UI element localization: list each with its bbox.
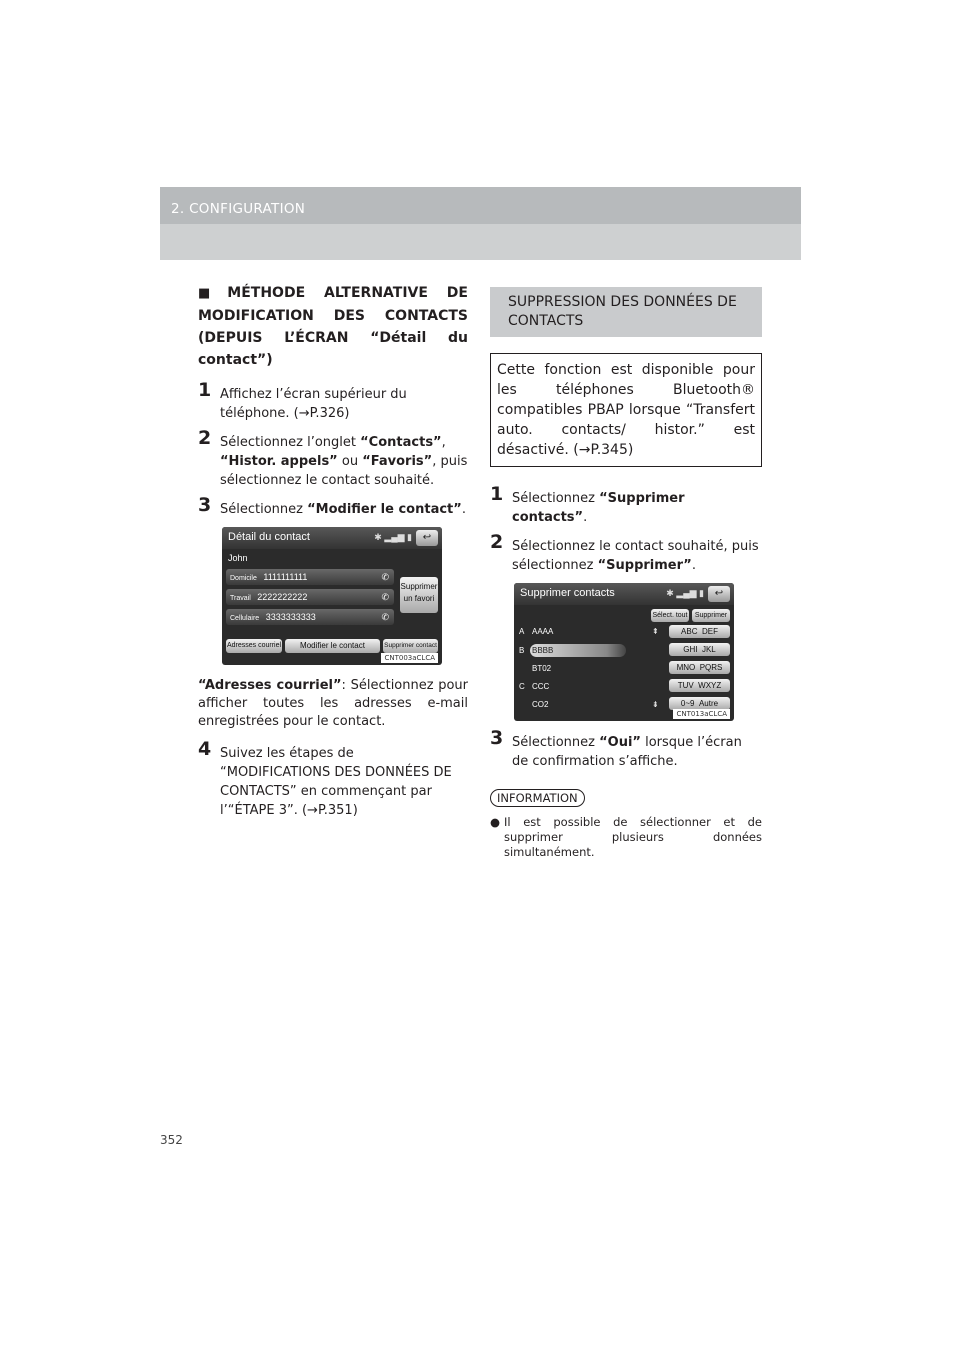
header-title: 2. CONFIGURATION [171, 201, 306, 217]
delete-contact-button[interactable]: Supprimer contact [383, 639, 438, 653]
bullet-dot-icon: ● [490, 815, 501, 829]
row-value: 3333333333 [265, 612, 316, 622]
square-bullet-icon: ■ [198, 286, 225, 301]
screen-title: Détail du contact [228, 531, 310, 543]
step-text: Sélectionnez [512, 491, 600, 506]
row-label: Cellulaire [230, 615, 260, 622]
step-text: , puis sélectionnez le contact souhaité. [220, 454, 468, 488]
contact-entry[interactable]: BT02 [532, 664, 552, 673]
step-number: 1 [490, 483, 504, 505]
delete-contacts-screenshot [514, 583, 734, 721]
step-text: Suivez les étapes de “MODIFICATIONS DES DONNÉES DE CONTACTS” en commençant par l’“ÉTAPE 3”. (→P.351) [220, 746, 452, 818]
step-text: ou [337, 454, 363, 469]
emails-text: : Sélectionnez pour afficher toutes les adresses e-mail enregistrées pour le contact. [198, 678, 469, 729]
information-label: INFORMATION [490, 789, 585, 807]
phone-row-mobile[interactable] [226, 609, 394, 625]
scroll-down-icon[interactable]: ⇟ [652, 700, 659, 709]
key-label: ABC [681, 627, 698, 636]
key-label: GHI [683, 645, 698, 654]
key-label: TUV [677, 681, 694, 690]
step-1 [198, 379, 468, 423]
step-bold: “Histor. appels” [220, 454, 338, 469]
image-code: CNT003aCLCA [381, 653, 438, 663]
information-body: Il est possible de sélectionner et de supprimer plusieurs données simultanément. [504, 815, 762, 859]
emails-label: “Adresses courriel” [198, 678, 342, 693]
contact-entry[interactable]: CO2 [532, 700, 549, 709]
step-2-delete [490, 531, 762, 575]
step-4 [198, 738, 468, 820]
contact-entry-selected[interactable]: BBBB [532, 646, 554, 655]
key-label: PQRS [699, 663, 723, 672]
scroll-up-icon[interactable]: ⇞ [652, 627, 659, 636]
step-bold: “Oui” [599, 735, 641, 750]
step-3-delete [490, 727, 762, 771]
key-mno-pqrs[interactable] [669, 661, 730, 674]
remove-favorite-button[interactable]: Supprimer un favori [400, 577, 438, 613]
step-3 [198, 494, 468, 519]
step-text: . [461, 502, 466, 517]
back-button[interactable]: ↩ [708, 586, 730, 602]
key-label: 0~9 [680, 699, 695, 708]
contact-detail-screenshot [222, 527, 442, 665]
step-text: Sélectionnez l’onglet [220, 435, 361, 450]
step-number: 3 [490, 727, 504, 749]
key-label: Autre [698, 699, 719, 708]
step-text: Sélectionnez le contact souhaité, puis sélectionnez [512, 539, 759, 573]
back-button[interactable]: ↩ [416, 530, 438, 546]
section-title-delete: SUPPRESSION DES DONNÉES DE CONTACTS [490, 287, 762, 337]
key-label: DEF [701, 627, 718, 636]
contact-entry[interactable]: CCC [532, 682, 550, 691]
row-value: 2222222222 [257, 592, 308, 602]
select-all-button[interactable]: Sélect. tout [651, 609, 689, 622]
step-number: 1 [198, 379, 212, 401]
key-ghi-jkl[interactable] [669, 643, 730, 656]
status-icons: ✱ ▂▄▆ ▮ [666, 588, 704, 598]
step-number: 4 [198, 738, 212, 760]
step-text: , [441, 435, 446, 450]
emails-description [198, 677, 468, 731]
page-header [160, 187, 801, 260]
right-column [490, 287, 762, 860]
phone-row-work[interactable] [226, 589, 394, 605]
row-label: Travail [230, 595, 251, 602]
step-text: lorsque l’écran de confirmation s’affiche. [512, 735, 742, 769]
step-bold: “Contacts” [360, 435, 442, 450]
step-1-delete [490, 483, 762, 527]
row-label: Domicile [230, 575, 257, 582]
page-number: 352 [160, 1133, 183, 1147]
email-addresses-button[interactable]: Adresses courriel [226, 639, 282, 653]
screen-title: Supprimer contacts [520, 587, 615, 599]
step-bold: “Modifier le contact” [307, 502, 462, 517]
step-text: . [691, 558, 696, 573]
section-title-text: MÉTHODE ALTERNATIVE DE MODIFICATION DES CONTACTS (DEPUIS L’ÉCRAN “Détail du contact”) [198, 285, 468, 368]
key-label: WXYZ [698, 681, 722, 690]
step-text: . [583, 510, 588, 525]
step-bold: “Supprimer” [597, 558, 692, 573]
step-text: Sélectionnez [220, 502, 308, 517]
availability-note: Cette fonction est disponible pour les téléphones Bluetooth® compatibles PBAP lorsque “Transfert auto. contacts/ histor.” est désactivé. (→P.345) [490, 353, 762, 467]
phone-icon: ✆ [381, 572, 389, 582]
step-bold: “Supprimer contacts” [512, 491, 685, 525]
step-number: 3 [198, 494, 212, 516]
step-bold: “Favoris” [362, 454, 433, 469]
information-text [490, 815, 762, 860]
row-value: 1111111111 [263, 572, 308, 582]
step-number: 2 [198, 427, 212, 449]
step-text: Affichez l’écran supérieur du téléphone. (→P.326) [220, 387, 407, 421]
phone-icon: ✆ [381, 592, 389, 602]
key-label: JKL [701, 645, 716, 654]
contact-name: John [228, 553, 248, 563]
delete-button[interactable]: Supprimer [692, 609, 730, 622]
index-letter: C [519, 682, 525, 691]
contact-entry[interactable]: AAAA [532, 627, 554, 636]
phone-icon: ✆ [381, 612, 389, 622]
key-abc-def[interactable] [669, 625, 730, 638]
index-letter: B [519, 646, 525, 655]
key-label: MNO [676, 663, 696, 672]
left-column [198, 282, 468, 820]
step-number: 2 [490, 531, 504, 553]
index-letter: A [519, 627, 525, 636]
key-tuv-wxyz[interactable] [669, 679, 730, 692]
image-code: CNT013aCLCA [673, 709, 730, 719]
section-title-alt-method [198, 282, 468, 371]
phone-row-home[interactable] [226, 569, 394, 585]
step-text: Sélectionnez [512, 735, 600, 750]
step-2 [198, 427, 468, 490]
edit-contact-button[interactable]: Modifier le contact [285, 639, 380, 653]
status-icons: ✱ ▂▄▆ ▮ [374, 532, 412, 542]
